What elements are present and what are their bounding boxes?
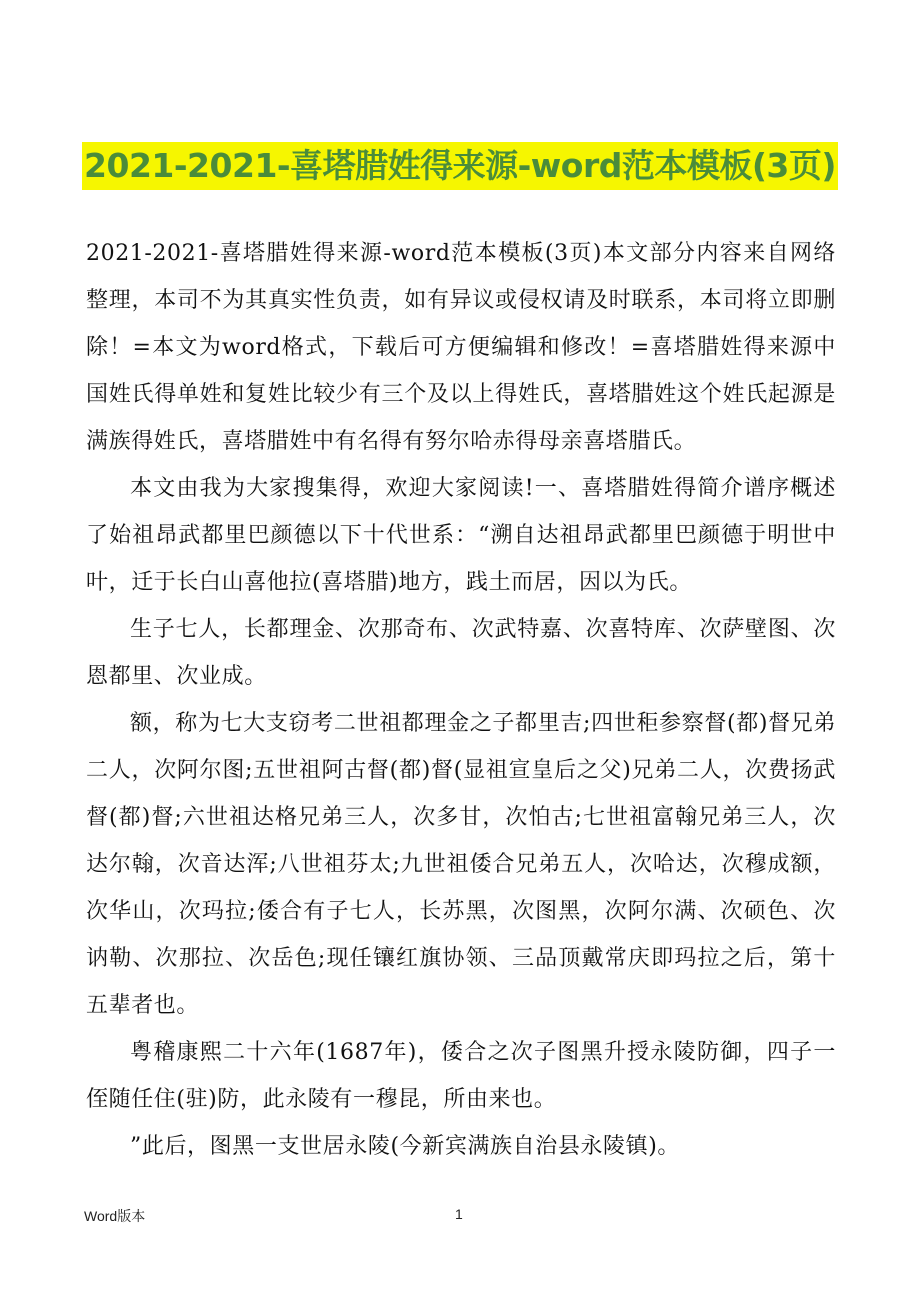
paragraph-seven-sons: 生子七人，长都理金、次那奇布、次武特嘉、次喜特库、次萨壁图、次恩都里、次业成。 [86, 617, 836, 689]
paragraph-intro: 2021-2021-喜塔腊姓得来源-word范本模板(3页)本文部分内容来自网络整理，本司不为其真实性负责，如有异议或侵权请及时联系，本司将立即删除！=本文为word格式，下载后可方便编辑和修改！=喜塔腊姓得来源中国姓氏得单姓和复姓比较少有三个及以上得姓氏，喜塔腊姓这个姓氏起源是满族得姓氏，喜塔腊姓中有名得有努尔哈赤得母亲喜塔腊氏。 [86, 241, 836, 454]
paragraph-yongling: ”此后，图黑一支世居永陵(今新宾满族自治县永陵镇)。 [130, 1134, 681, 1159]
paragraph-lineage: 额，称为七大支窃考二世祖都理金之子都里吉;四世秬参察督(都)督兄弟二人，次阿尔图;五世祖阿古督(都)督(显祖宣皇后之父)兄弟二人，次费扬武督(都)督;六世祖达格兄弟三人，次多甘，次怕古;七世祖富翰兄弟三人，次达尔翰，次音达浑;八世祖芬太;九世祖倭合兄弟五人，次哈达，次穆成额，次华山，次玛拉;倭合有子七人，长苏黑，次图黑，次阿尔满、次硕色、次讷勒、次那拉、次岳色;现任镶红旗协领、三品顶戴常庆即玛拉之后，第十五辈者也。 [86, 711, 836, 1018]
page-number: 1 [455, 1206, 463, 1222]
footer-label: Word版本 [84, 1208, 146, 1224]
document-body [86, 230, 836, 1170]
paragraph-kangxi: 粤稽康熙二十六年(1687年)，倭合之次子图黑升授永陵防御，四子一侄随任住(驻)防，此永陵有一穆昆，所由来也。 [86, 1040, 836, 1112]
title-container [0, 142, 920, 190]
paragraph-overview: 本文由我为大家搜集得，欢迎大家阅读!一、喜塔腊姓得简介谱序概述了始祖昂武都里巴颜德以下十代世系：“溯自达祖昂武都里巴颜德于明世中叶，迁于长白山喜他拉(喜塔腊)地方，践土而居，因以为氏。 [86, 476, 836, 595]
document-title: 2021-2021-喜塔腊姓得来源-word范本模板(3页) [82, 142, 838, 190]
